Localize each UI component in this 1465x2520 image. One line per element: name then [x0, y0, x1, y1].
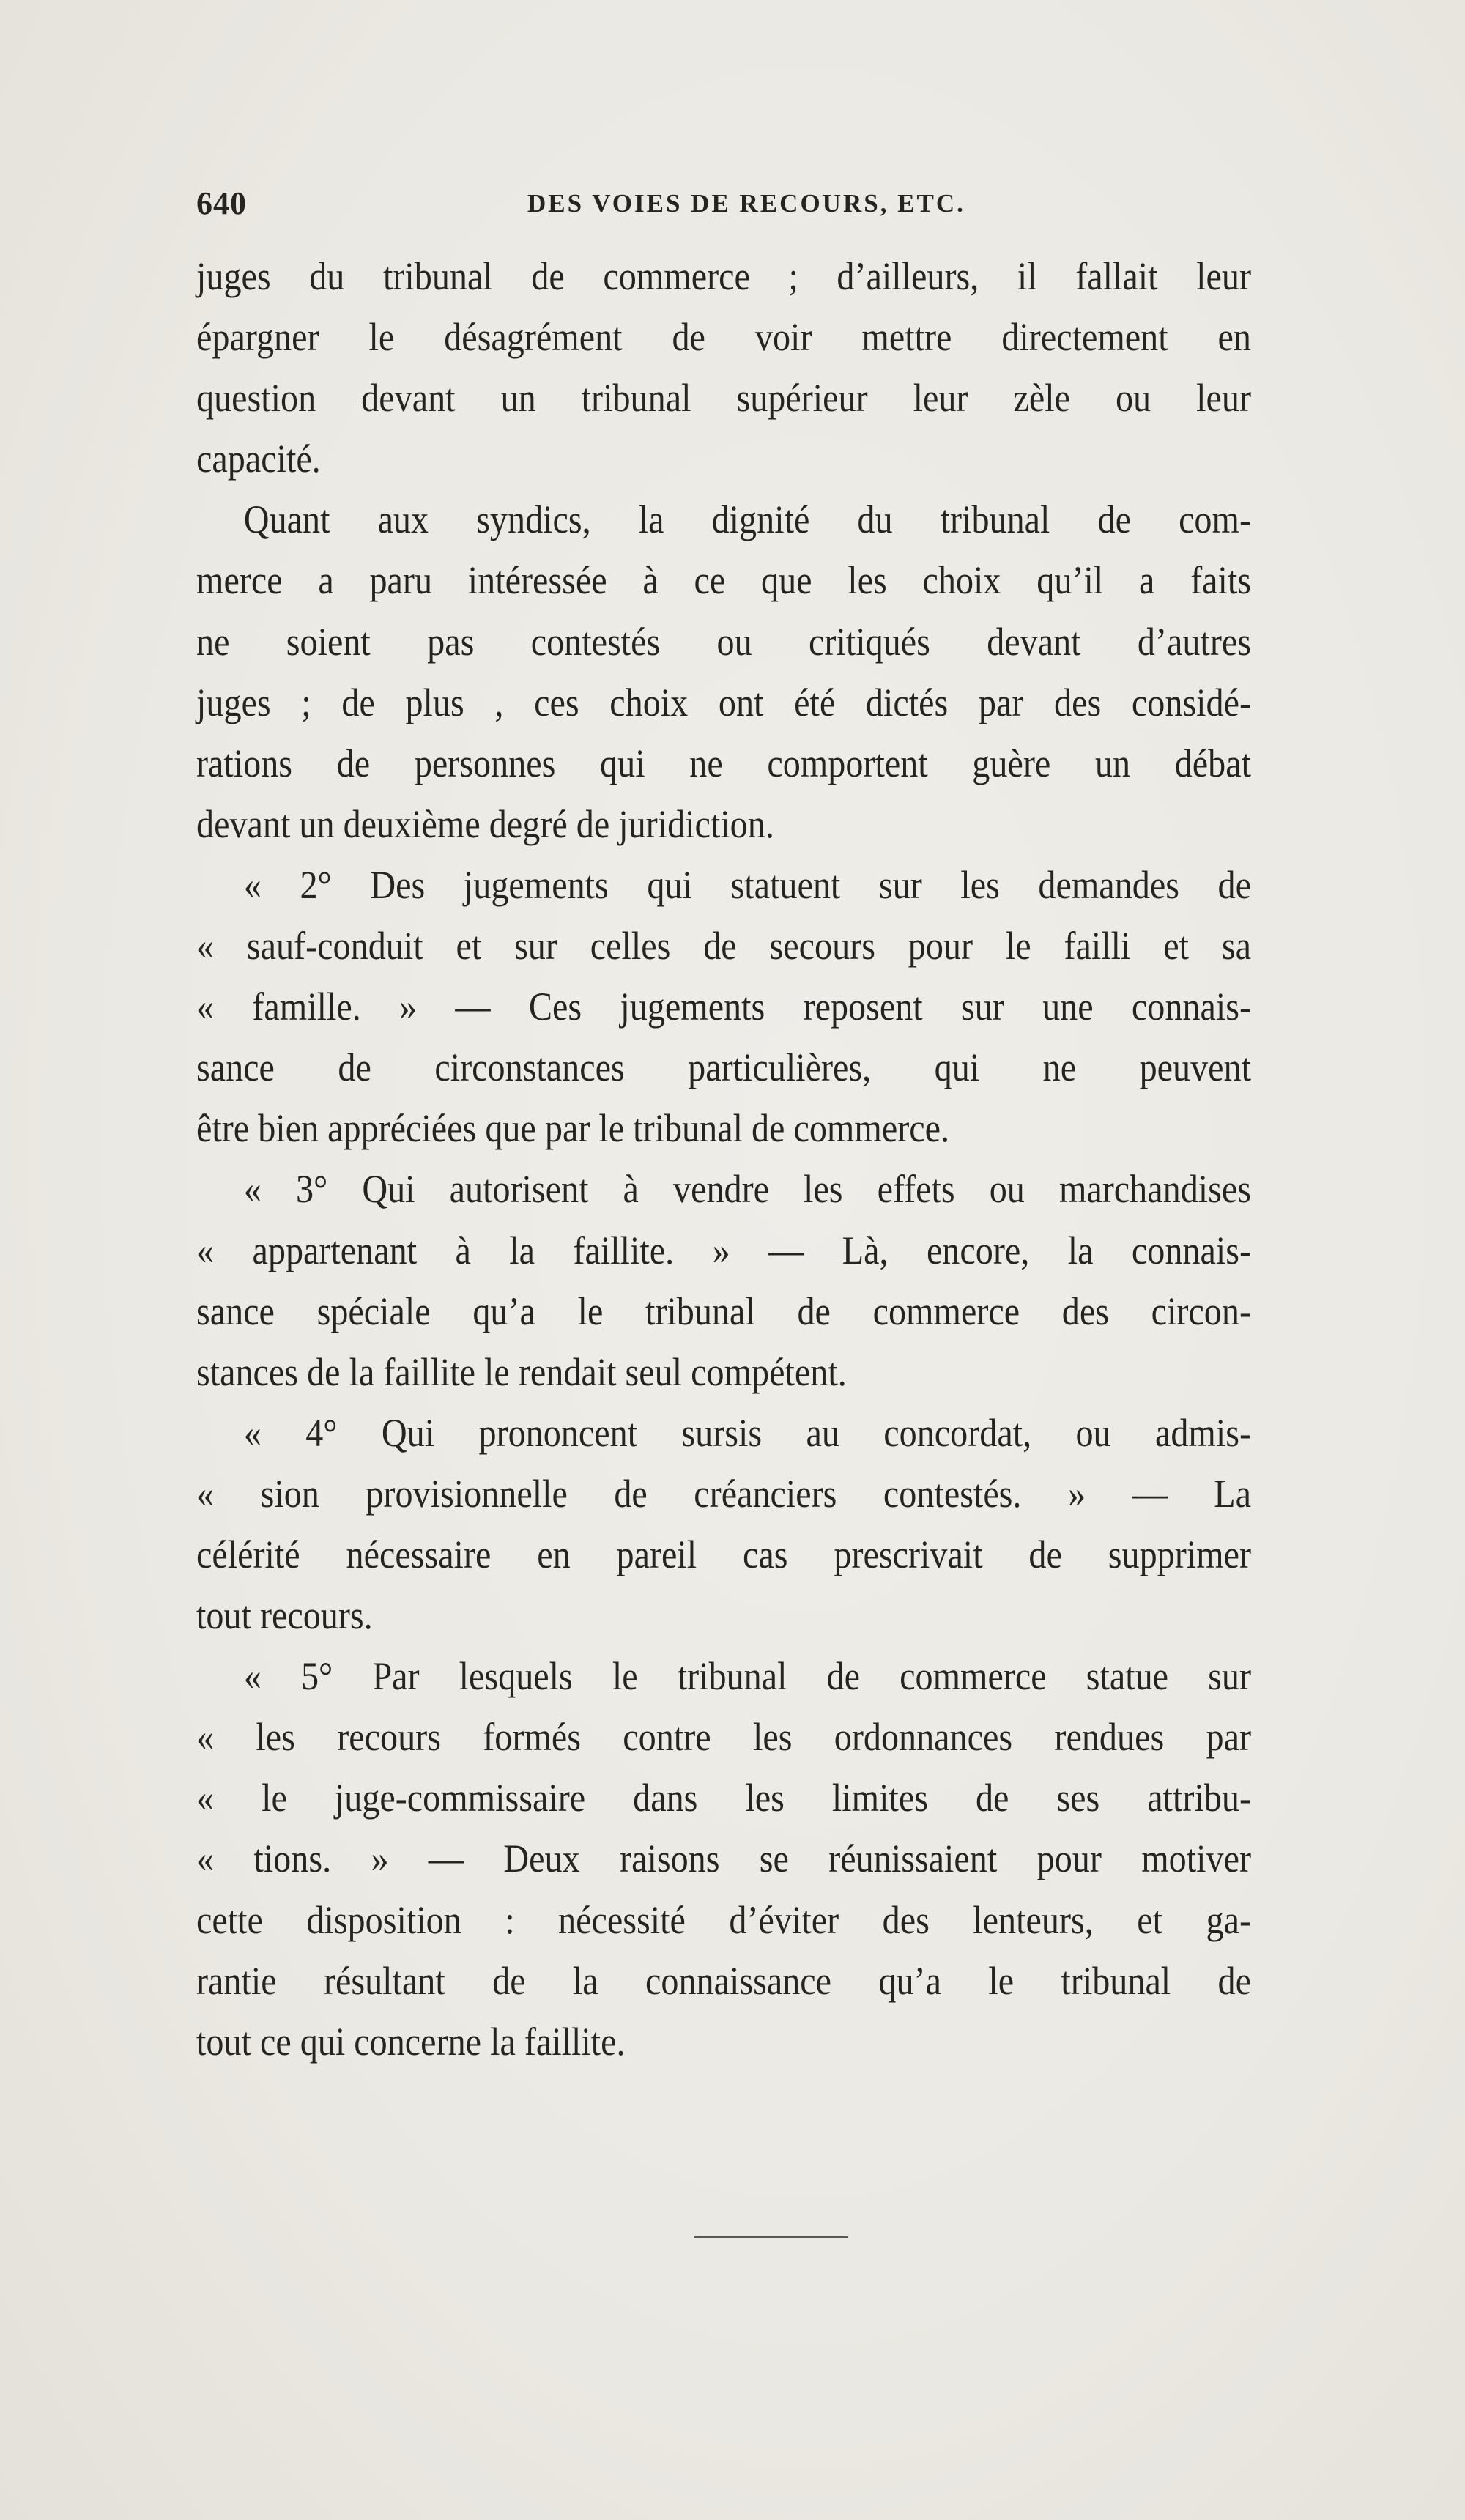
- body-text: [196, 246, 1251, 2072]
- text-line: ne soient pas contestés ou critiqués devant d’autres: [196, 619, 1251, 664]
- text-line: rantie résultant de la connaissance qu’a le tribunal de: [196, 1958, 1251, 2003]
- text-line: cette disposition : nécessité d’éviter des lenteurs, et ga-: [196, 1897, 1251, 1942]
- text-line: « famille. » — Ces jugements reposent sur une connais-: [196, 985, 1251, 1029]
- text-line: capacité.: [196, 437, 321, 481]
- text-line: être bien appréciées que par le tribunal de commerce.: [196, 1106, 950, 1151]
- text-line: épargner le désagrément de voir mettre directement en: [196, 315, 1251, 360]
- text-line: Quant aux syndics, la dignité du tribunal de com-: [243, 497, 1251, 542]
- running-title: DES VOIES DE RECOURS, ETC.: [527, 189, 965, 218]
- text-line: question devant un tribunal supérieur leur zèle ou leur: [196, 376, 1251, 420]
- page-header: [196, 185, 1037, 229]
- text-line: « 4° Qui prononcent sursis au concordat, ou admis-: [243, 1410, 1251, 1455]
- text-line: sance spéciale qu’a le tribunal de commerce des circon-: [196, 1289, 1251, 1333]
- page-number: 640: [196, 185, 247, 221]
- section-end-rule: [694, 2236, 848, 2238]
- text-line: juges ; de plus , ces choix ont été dictés par des considé-: [196, 680, 1251, 724]
- text-line: juges du tribunal de commerce ; d’ailleurs, il fallait leur: [196, 254, 1251, 298]
- text-line: « appartenant à la faillite. » — Là, encore, la connais-: [196, 1228, 1251, 1272]
- text-line: « les recours formés contre les ordonnances rendues par: [196, 1715, 1251, 1760]
- text-line: merce a paru intéressée à ce que les choix qu’il a faits: [196, 558, 1251, 603]
- text-line: « sion provisionnelle de créanciers contestés. » — La: [196, 1471, 1251, 1516]
- text-line: « le juge-commissaire dans les limites de ses attribu-: [196, 1776, 1251, 1820]
- text-line: tout recours.: [196, 1593, 373, 1638]
- text-line: « tions. » — Deux raisons se réunissaient pour motiver: [196, 1837, 1251, 1881]
- text-line: sance de circonstances particulières, qui ne peuvent: [196, 1045, 1251, 1090]
- text-line: devant un deuxième degré de juridiction.: [196, 801, 774, 846]
- text-line: stances de la faillite le rendait seul compétent.: [196, 1349, 847, 1394]
- text-line: tout ce qui concerne la faillite.: [196, 2019, 626, 2064]
- text-line: célérité nécessaire en pareil cas prescrivait de supprimer: [196, 1532, 1251, 1576]
- text-line: « 3° Qui autorisent à vendre les effets ou marchandises: [243, 1167, 1251, 1212]
- text-line: « 2° Des jugements qui statuent sur les demandes de: [243, 862, 1251, 907]
- text-line: « 5° Par lesquels le tribunal de commerce statue sur: [243, 1654, 1251, 1699]
- text-line: « sauf-conduit et sur celles de secours pour le failli et sa: [196, 924, 1251, 968]
- text-line: rations de personnes qui ne comportent guère un débat: [196, 741, 1251, 785]
